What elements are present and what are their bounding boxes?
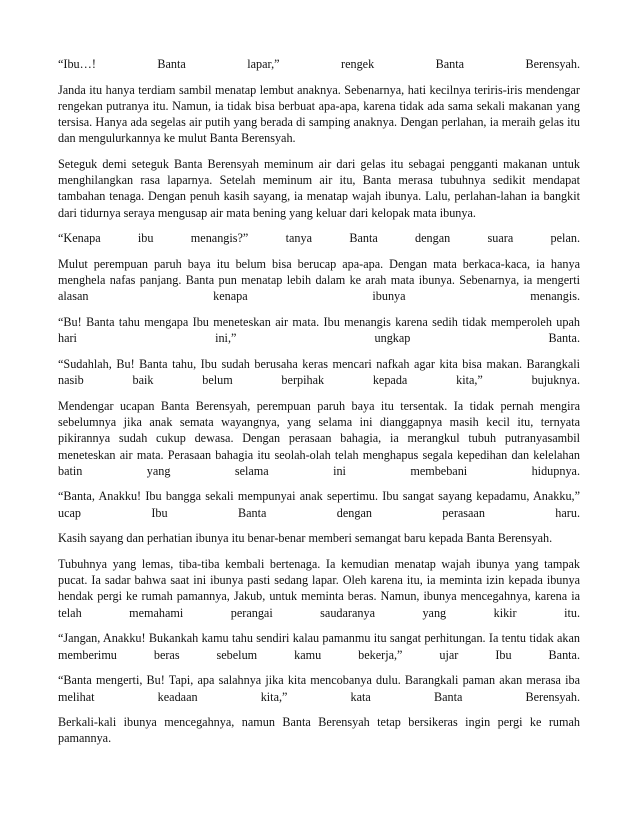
paragraph-5: Mulut perempuan paruh baya itu belum bisa berucap apa-apa. Dengan mata berkaca-kaca, ia hanya menghela nafas panjang. Banta pun menatap lebih dalam ke arah mata ibunya. Sebenarnya, ia mengerti alasan kenapa ibunya menangis.	[58, 257, 580, 304]
paragraph-13: “Banta mengerti, Bu! Tapi, apa salahnya jika kita mencobanya dulu. Barangkali paman akan merasa iba melihat keadaan kita,” kata Banta Berensyah.	[58, 673, 580, 704]
paragraph-7: “Sudahlah, Bu! Banta tahu, Ibu sudah berusaha keras mencari nafkah agar kita bisa makan. Barangkali nasib baik belum berpihak kepada kita,” bujuknya.	[58, 357, 580, 388]
paragraph-4: “Kenapa ibu menangis?” tanya Banta dengan suara pelan.	[58, 231, 580, 246]
paragraph-9: “Banta, Anakku! Ibu bangga sekali mempunyai anak sepertimu. Ibu sangat sayang kepadamu, Anakku,” ucap Ibu Banta dengan perasaan haru.	[58, 489, 580, 520]
paragraph-12: “Jangan, Anakku! Bukankah kamu tahu sendiri kalau pamanmu itu sangat perhitungan. Ia tentu tidak akan memberimu beras sebelum kamu bekerja,” ujar Ibu Banta.	[58, 631, 580, 662]
paragraph-6: “Bu! Banta tahu mengapa Ibu meneteskan air mata. Ibu menangis karena sedih tidak memperoleh upah hari ini,” ungkap Banta.	[58, 315, 580, 346]
paragraph-2: Janda itu hanya terdiam sambil menatap lembut anaknya. Sebenarnya, hati kecilnya teriris-iris mendengar rengekan putranya itu. Namun, ia tidak bisa berbuat apa-apa, karena tidak ada sama sekali makanan yang tersisa. Hanya ada segelas air putih yang berada di samping anaknya. Dengan perlahan, ia meraih gelas itu dan mengulurkannya ke mulut Banta Berensyah.	[58, 82, 580, 146]
paragraph-8: Mendengar ucapan Banta Berensyah, perempuan paruh baya itu tersentak. Ia tidak pernah mengira sebelumnya jika anak semata wayangnya, yang selama ini dianggapnya masih kecil itu, ternyata pikirannya sudah cukup dewasa. Dengan perasaan bahagia, ia merangkul tubuh putranyasambil meneteskan air mata. Perasaan bahagia itu seolah-olah telah menghapus segala kepedihan dan kelelahan batin yang selama ini membebani hidupnya.	[58, 398, 580, 478]
paragraph-11: Tubuhnya yang lemas, tiba-tiba kembali bertenaga. Ia kemudian menatap wajah ibunya yang tampak pucat. Ia sadar bahwa saat ini ibunya pasti sedang lapar. Oleh karena itu, ia meminta izin kepada ibunya hendak pergi ke rumah pamannya, Jakub, untuk meminta beras. Namun, ibunya mencegahnya, karena ia telah memahami perangai saudaranya yang kikir itu.	[58, 557, 580, 620]
paragraph-1: “Ibu…! Banta lapar,” rengek Banta Berensyah.	[58, 57, 580, 71]
paragraph-3: Seteguk demi seteguk Banta Berensyah meminum air dari gelas itu sebagai pengganti makanan untuk menghilangkan rasa laparnya. Setelah meminum air itu, Banta merasa tubuhnya sedikit mendapat tambahan tenaga. Dengan penuh kasih sayang, ia menatap wajah ibunya. Lalu, perlahan-lahan ia bangkit dari tidurnya seraya mengusap air mata bening yang keluar dari kelopak mata ibunya.	[58, 157, 580, 220]
paragraph-10: Kasih sayang dan perhatian ibunya itu benar-benar memberi semangat baru kepada Banta Berensyah.	[58, 531, 553, 546]
paragraph-14: Berkali-kali ibunya mencegahnya, namun Banta Berensyah tetap bersikeras ingin pergi ke rumah pamannya.	[58, 715, 580, 746]
